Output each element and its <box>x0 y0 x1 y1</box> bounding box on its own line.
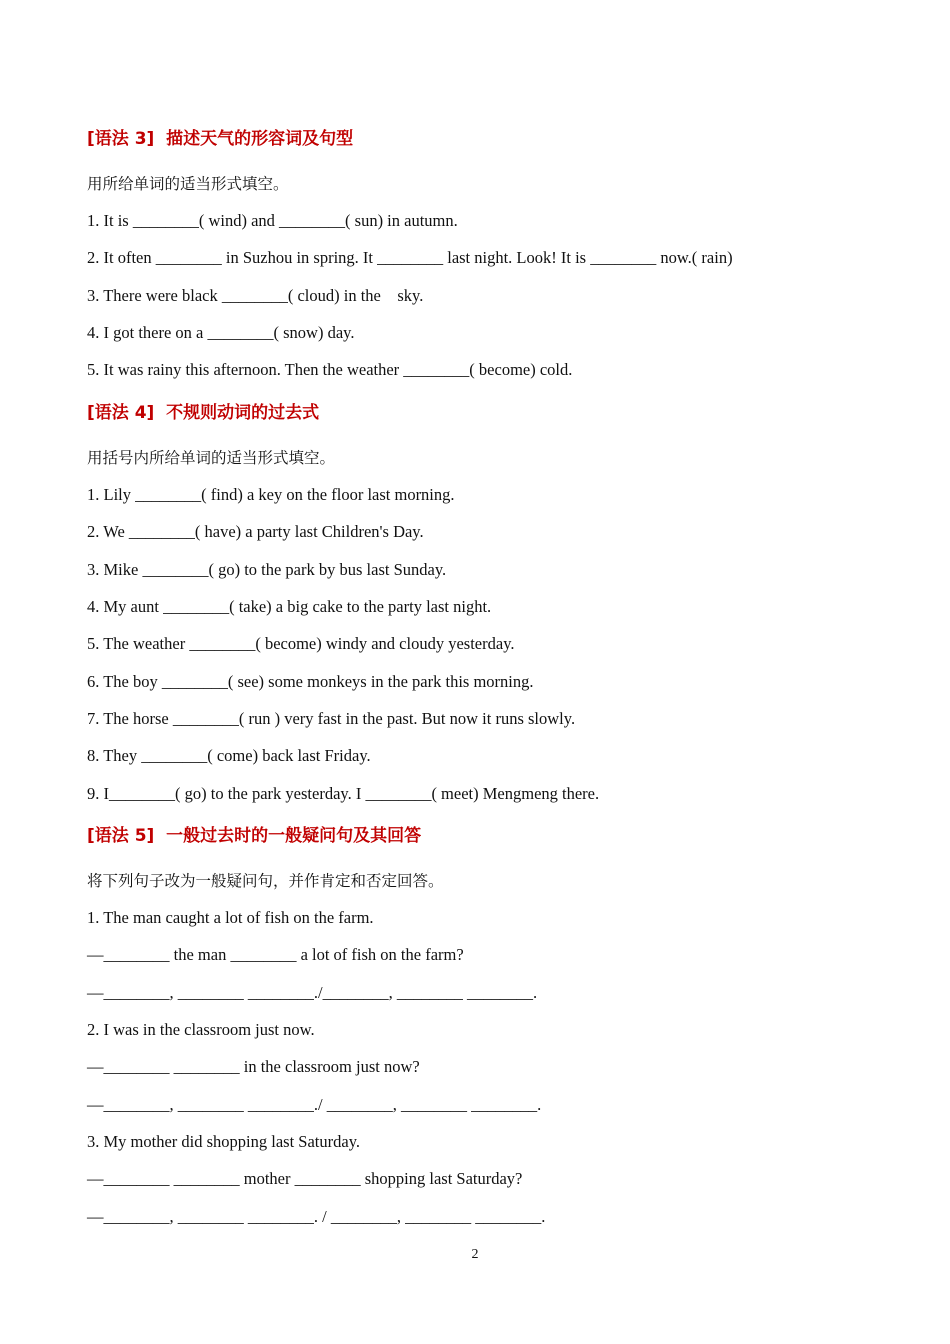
exercise-line: —________ the man ________ a lot of fish on the farm? <box>87 945 464 964</box>
exercise-line: —________, ________ ________. / ________, ________ ________. <box>87 1207 546 1226</box>
exercise-line: 5. The weather ________( become) windy and cloudy yesterday. <box>87 634 515 653</box>
page-number: 2 <box>471 1247 479 1262</box>
exercise-line: —________, ________ ________./________, ________ ________. <box>87 983 538 1002</box>
section-5-heading: [语法 5] 一般过去时的一般疑问句及其回答 <box>87 826 422 846</box>
exercise-line: 9. I________( go) to the park yesterday. I ________( meet) Mengmeng there. <box>87 784 600 803</box>
exercise-line: 1. It is ________( wind) and ________( sun) in autumn. <box>87 211 458 230</box>
exercise-line: 3. There were black ________( cloud) in the sky. <box>87 286 424 305</box>
exercise-line: —________, ________ ________./ ________, ________ ________. <box>87 1095 542 1114</box>
exercise-line: 7. The horse ________( run ) very fast in the past. But now it runs slowly. <box>87 709 576 728</box>
exercise-line: 6. The boy ________( see) some monkeys in the park this morning. <box>87 672 534 691</box>
exercise-line: 5. It was rainy this afternoon. Then the weather ________( become) cold. <box>87 360 573 379</box>
exercise-line: 1. Lily ________( find) a key on the floor last morning. <box>87 485 455 504</box>
section-3-instruction: 用所给单词的适当形式填空。 <box>87 175 289 193</box>
section-4-instruction: 用括号内所给单词的适当形式填空。 <box>87 449 336 467</box>
exercise-line: 4. I got there on a ________( snow) day. <box>87 323 355 342</box>
section-3-heading: [语法 3] 描述天气的形容词及句型 <box>87 129 354 149</box>
exercise-line: 3. My mother did shopping last Saturday. <box>87 1132 360 1151</box>
exercise-line: 8. They ________( come) back last Friday. <box>87 746 371 765</box>
section-5-instruction: 将下列句子改为一般疑问句，并作肯定和否定回答。 <box>87 872 444 890</box>
section-4-heading: [语法 4] 不规则动词的过去式 <box>87 403 320 423</box>
exercise-line: 2. We ________( have) a party last Children's Day. <box>87 522 424 541</box>
exercise-line: 2. It often ________ in Suzhou in spring. It ________ last night. Look! It is ________ now.( rain) <box>87 248 733 267</box>
exercise-line: —________ ________ mother ________ shopping last Saturday? <box>87 1169 523 1188</box>
exercise-line: —________ ________ in the classroom just now? <box>87 1057 420 1076</box>
exercise-line: 1. The man caught a lot of fish on the farm. <box>87 908 374 927</box>
exercise-line: 2. I was in the classroom just now. <box>87 1020 315 1039</box>
exercise-line: 4. My aunt ________( take) a big cake to the party last night. <box>87 597 492 616</box>
exercise-line: 3. Mike ________( go) to the park by bus last Sunday. <box>87 560 447 579</box>
